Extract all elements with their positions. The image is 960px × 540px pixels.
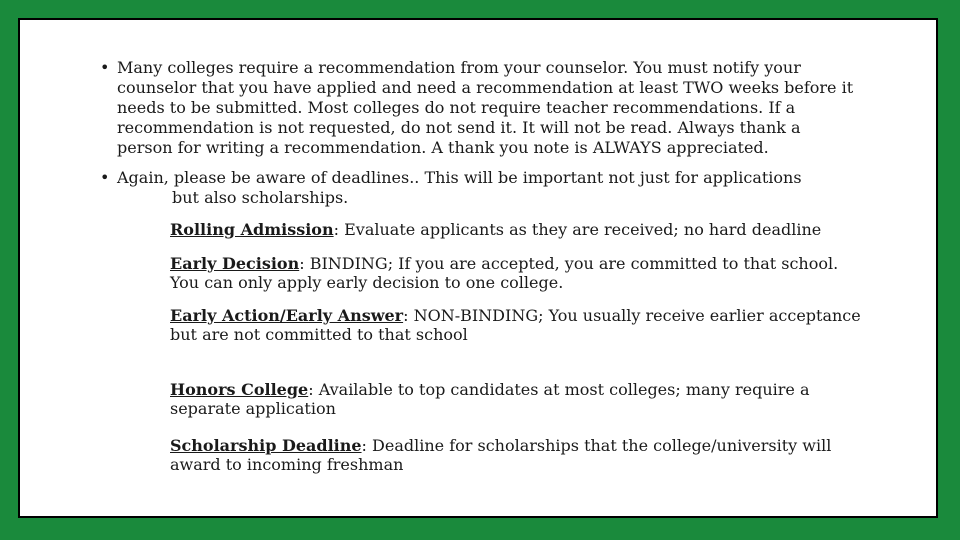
- term-rolling-admission: [170, 220, 870, 239]
- term-description: BINDING; If you are accepted, you are committed to that school. You can only apply early decision to one college.: [170, 254, 839, 292]
- term-description: Evaluate applicants as they are received; no hard deadline: [344, 220, 822, 239]
- term-label: Honors College: [170, 380, 309, 399]
- term-scholarship-deadline: [170, 436, 870, 474]
- bullet-text: Again, please be aware of deadlines.. This will be important not just for applications: [117, 168, 802, 187]
- bullet-text: Many colleges require a recommendation from your counselor. You must notify your counselor that you have applied and need a recommendation at least TWO weeks before it needs to be submitted. Most colleges do not require teacher recommendations. If a recommendation is not requested, do not send it. It will not be read. Always thank a person for writing a recommendation. A thank you note is ALWAYS appreciated.: [117, 58, 854, 157]
- term-description: NON-BINDING; You usually receive earlier acceptance but are not committed to that school: [170, 306, 861, 344]
- term-separator: :: [308, 380, 319, 399]
- bullet-deadlines: [100, 168, 860, 208]
- term-early-action: [170, 306, 870, 344]
- bullet-text-continued: but also scholarships.: [172, 188, 349, 207]
- term-label: Scholarship Deadline: [170, 436, 362, 455]
- slide-panel: [18, 18, 938, 518]
- term-separator: :: [333, 220, 345, 239]
- bullet-recommendation: [100, 58, 860, 158]
- term-description: Available to top candidates at most colleges; many require a separate application: [170, 380, 810, 418]
- term-label: Early Action/Early Answer: [170, 306, 404, 325]
- term-separator: :: [299, 254, 310, 273]
- bullet-dot: •: [100, 168, 110, 187]
- term-label: Early Decision: [170, 254, 300, 273]
- term-honors-college: [170, 380, 870, 418]
- term-separator: :: [361, 436, 373, 455]
- term-early-decision: [170, 254, 870, 292]
- bullet-dot: •: [100, 58, 110, 77]
- term-description: Deadline for scholarships that the college/university will award to incoming freshman: [170, 436, 832, 474]
- term-label: Rolling Admission: [170, 220, 334, 239]
- term-separator: :: [403, 306, 414, 325]
